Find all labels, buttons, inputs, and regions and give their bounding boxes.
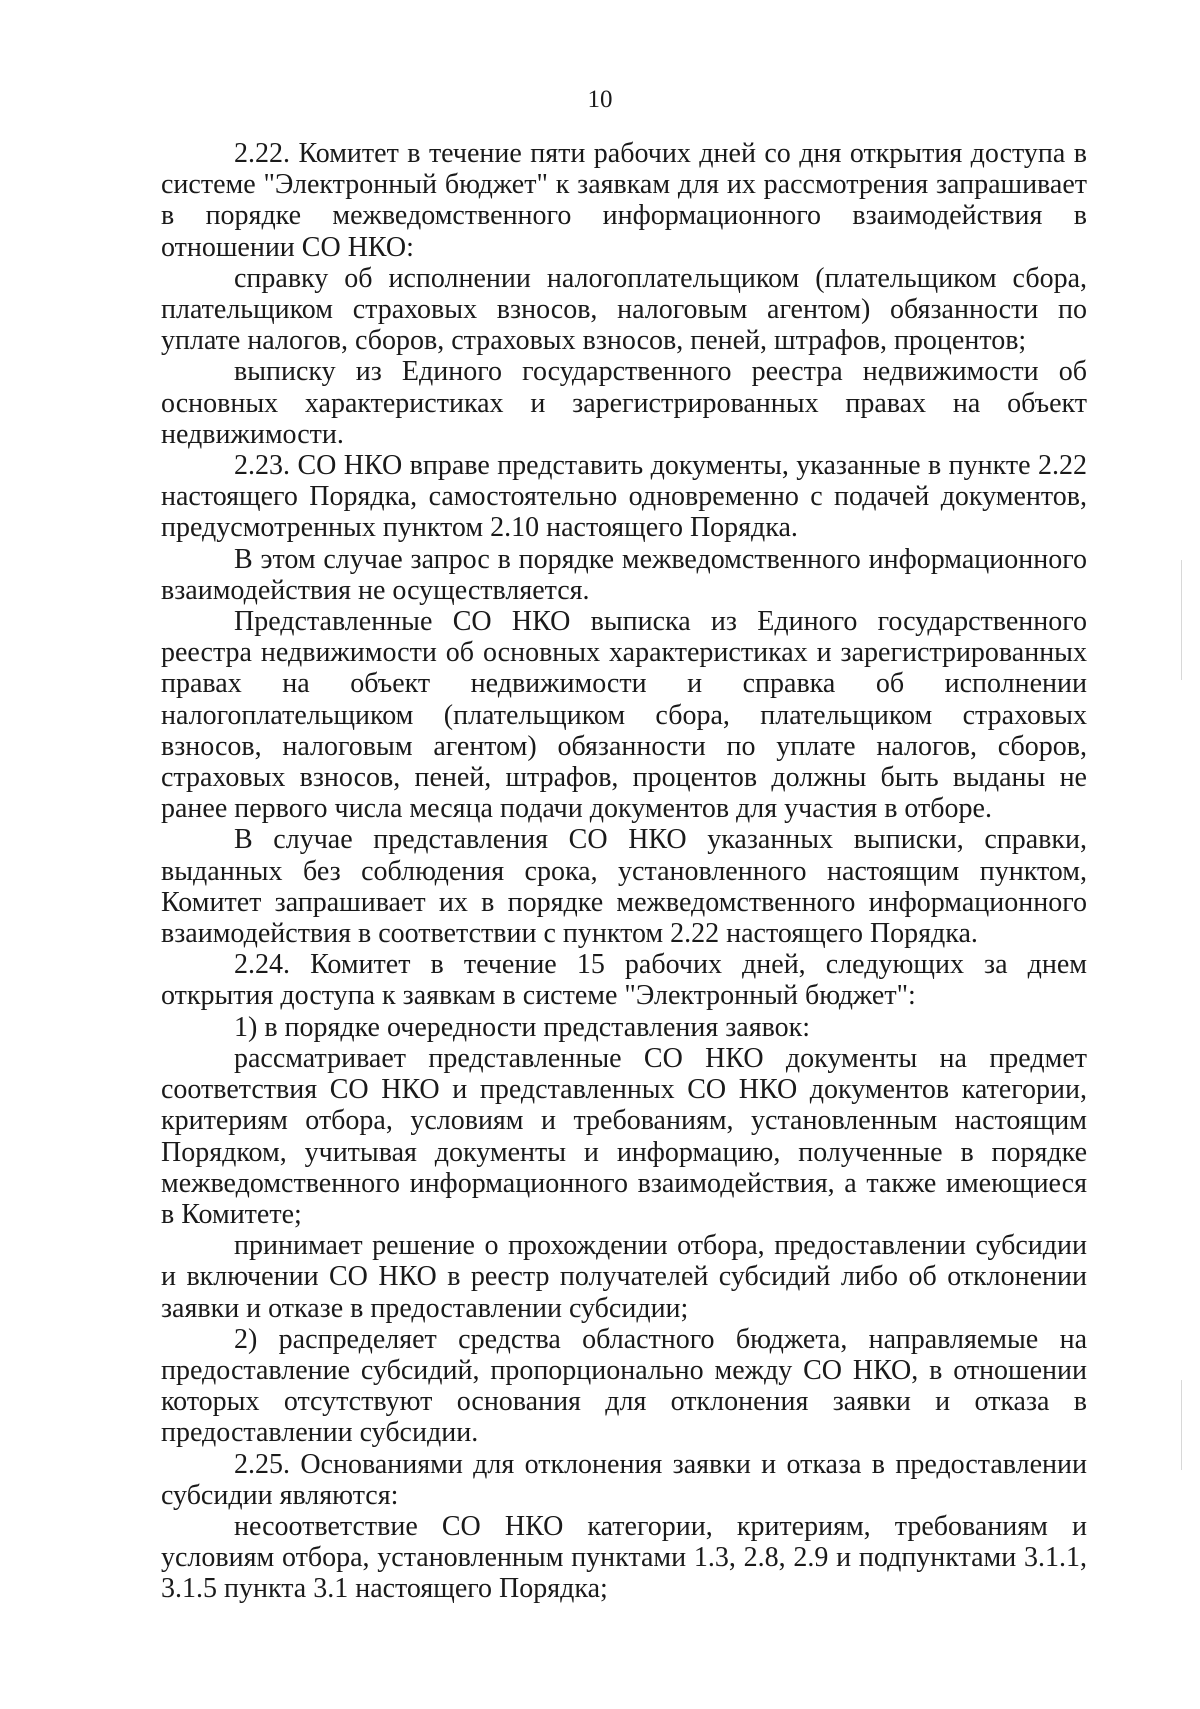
scan-edge-mark: [1181, 560, 1182, 680]
paragraph-2-22: 2.22. Комитет в течение пяти рабочих дней со дня открытия доступа в системе "Электронный бюджет" к заявкам для их рассмотрения запрашивает в порядке межведомственного информационного взаимодействия в отношении СО НКО:: [161, 138, 1087, 263]
paragraph-2-25: 2.25. Основаниями для отклонения заявки и отказа в предоставлении субсидии являются:: [161, 1448, 1087, 1511]
paragraph-tax-certificate: справку об исполнении налогоплательщиком (плательщиком сбора, плательщиком страховых взносов, налоговым агентом) обязанности по уплате налогов, сборов, страховых взносов, пеней, штрафов, процентов;: [161, 262, 1087, 357]
paragraph-no-request: В этом случае запрос в порядке межведомственного информационного взаимодействия не осуществляется.: [161, 543, 1087, 606]
paragraph-deadline-violation: В случае представления СО НКО указанных выписки, справки, выданных без соблюдения срока, установленного настоящим пунктом, Комитет запрашивает их в порядке межведомственного информационного взаимодействия в соответствии с пунктом 2.22 настоящего Порядка.: [161, 824, 1087, 950]
paragraph-review-documents: рассматривает представленные СО НКО документы на предмет соответствия СО НКО и представленных СО НКО документов категории, критериям отбора, условиям и требованиям, установленным настоящим Порядком, учитывая документы и информацию, полученные в порядке межведомственного информационного взаимодействия, а также имеющиеся в Комитете;: [161, 1042, 1087, 1230]
paragraph-item-2: 2) распределяет средства областного бюджета, направляемые на предоставление субсидий, пропорционально между СО НКО, в отношении которых отсутствуют основания для отклонения заявки и отказа в предоставлении субсидии.: [161, 1323, 1087, 1449]
paragraph-noncompliance: несоответствие СО НКО категории, критериям, требованиям и условиям отбора, установленным пунктами 1.3, 2.8, 2.9 и подпунктами 3.1.1, 3.1.5 пункта 3.1 настоящего Порядка;: [161, 1510, 1087, 1605]
paragraph-registry-extract: выписку из Единого государственного реестра недвижимости об основных характеристиках и зарегистрированных правах на объект недвижимости.: [161, 356, 1087, 450]
page-number: 10: [587, 86, 613, 113]
paragraph-submitted-documents: Представленные СО НКО выписка из Единого государственного реестра недвижимости об основных характеристиках и зарегистрированных правах на объект недвижимости и справка об исполнении налогоплательщиком (плательщиком сбора, плательщиком страховых взносов, налоговым агентом) обязанности по уплате налогов, сборов, страховых взносов, пеней, штрафов, процентов должны быть выданы не ранее первого числа месяца подачи документов для участия в отборе.: [161, 606, 1087, 825]
paragraph-2-23: 2.23. СО НКО вправе представить документы, указанные в пункте 2.22 настоящего Порядка, самостоятельно одновременно с подачей документов, предусмотренных пунктом 2.10 настоящего Порядка.: [161, 450, 1087, 544]
paragraph-item-1: 1) в порядке очередности представления заявок:: [234, 1011, 811, 1043]
paragraph-2-24: 2.24. Комитет в течение 15 рабочих дней, следующих за днем открытия доступа к заявкам в системе "Электронный бюджет":: [161, 949, 1087, 1012]
document-body: [161, 138, 1087, 1605]
paragraph-decision: принимает решение о прохождении отбора, предоставлении субсидии и включении СО НКО в реестр получателей субсидий либо об отклонении заявки и отказе в предоставлении субсидии;: [161, 1230, 1087, 1324]
scan-edge-mark: [1181, 1380, 1182, 1470]
